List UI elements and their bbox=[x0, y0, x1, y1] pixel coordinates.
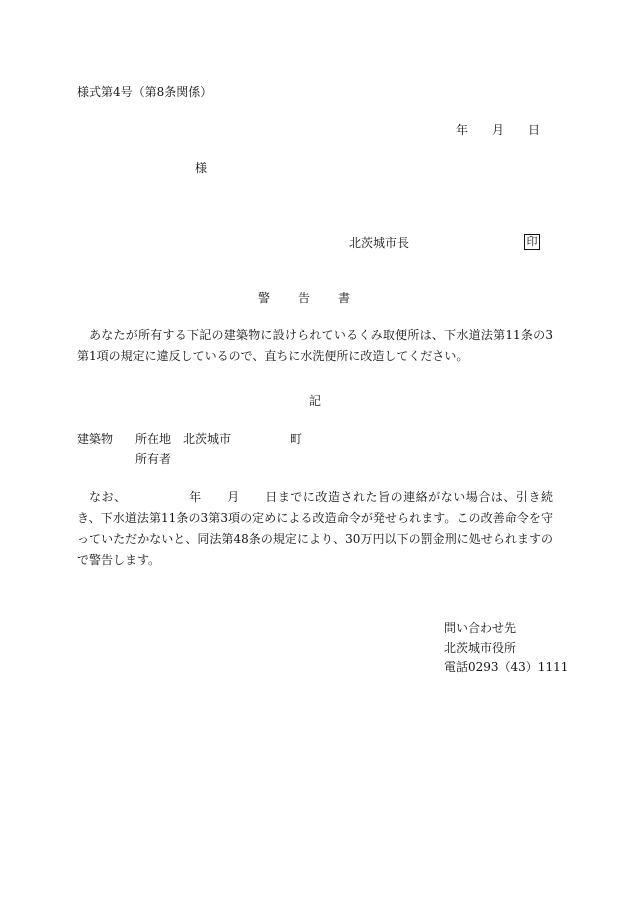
contact-office: 北茨城市役所 bbox=[444, 641, 517, 655]
addressee-suffix: 様 bbox=[195, 161, 208, 175]
record-heading: 記 bbox=[309, 394, 322, 408]
deadline-year: 年 bbox=[188, 490, 202, 504]
title-char-2: 告 bbox=[298, 291, 311, 305]
location-label: 所在地 bbox=[135, 432, 172, 446]
date-day: 日 bbox=[528, 123, 541, 137]
date-month: 月 bbox=[492, 123, 505, 137]
contact-label: 問い合わせ先 bbox=[444, 621, 517, 635]
building-label: 建築物 bbox=[77, 432, 114, 446]
seal-mark: 印 bbox=[524, 234, 540, 250]
contact-phone: 電話0293（43）1111 bbox=[444, 660, 569, 674]
title-char-1: 警 bbox=[258, 291, 271, 305]
deadline-month: 月 bbox=[226, 490, 240, 504]
owner-label: 所有者 bbox=[135, 452, 172, 466]
location-town-suffix: 町 bbox=[290, 432, 303, 446]
deadline-paragraph bbox=[77, 487, 553, 571]
deadline-prefix: なお、 bbox=[89, 490, 127, 504]
issuer-name: 北茨城市長 bbox=[349, 236, 410, 250]
body-paragraph: あなたが所有する下記の建築物に設けられているくみ取便所は、下水道法第11条の3第1項の規定に違反しているので、直ちに水洗便所に改造してください。 bbox=[77, 328, 553, 363]
date-year: 年 bbox=[456, 123, 469, 137]
deadline-text: 日までに改造された旨の連絡がない場合は、引き続き、下水道法第11条の3第3項の定めによる改造命令が発せられます。この改善命令を守っていただかないと、同法第48条の規定により、30万円以下の罰金刑に処せられますので警告します。 bbox=[77, 490, 553, 567]
title-char-3: 書 bbox=[338, 291, 351, 305]
form-number: 様式第4号（第8条関係） bbox=[77, 85, 213, 99]
location-city: 北茨城市 bbox=[183, 432, 232, 446]
